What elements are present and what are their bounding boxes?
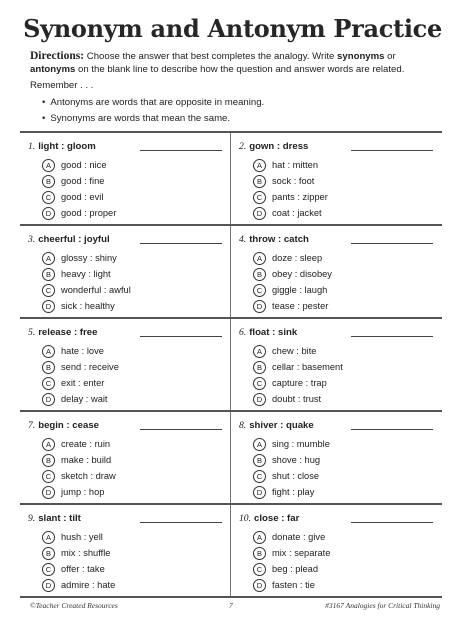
option-text: delay : wait: [61, 394, 108, 404]
answer-option[interactable]: [253, 250, 322, 266]
question-prompt: [28, 513, 81, 524]
question-prompt: [28, 327, 97, 338]
option-text: fight : play: [272, 487, 315, 497]
question-row: [20, 226, 442, 319]
option-letter-bubble[interactable]: C: [42, 191, 55, 204]
answer-option[interactable]: [42, 468, 116, 484]
question-number: 1.: [28, 141, 36, 152]
answer-option[interactable]: [253, 205, 322, 221]
answer-blank-line[interactable]: [140, 429, 222, 430]
option-letter-bubble[interactable]: B: [42, 361, 55, 374]
rule-synonyms: • Synonyms are words that mean the same.: [42, 111, 264, 127]
question-word-pair: begin : cease: [38, 420, 99, 431]
option-letter-bubble[interactable]: C: [253, 191, 266, 204]
question-10: [231, 505, 441, 596]
question-number: 10.: [239, 513, 251, 524]
option-letter-bubble[interactable]: C: [253, 284, 266, 297]
question-number: 7.: [28, 420, 36, 431]
rules-list: [42, 95, 264, 127]
option-text: sketch : draw: [61, 471, 116, 481]
option-text: tease : pester: [272, 301, 329, 311]
question-prompt: [28, 234, 110, 245]
answer-option[interactable]: [253, 189, 328, 205]
option-letter-bubble[interactable]: D: [42, 300, 55, 313]
answer-blank-line[interactable]: [351, 243, 433, 244]
answer-option[interactable]: [42, 484, 104, 500]
option-text: fasten : tie: [272, 580, 315, 590]
option-text: glossy : shiny: [61, 253, 117, 263]
option-text: hate : love: [61, 346, 104, 356]
answer-option[interactable]: [42, 173, 104, 189]
directions-text-or: or: [384, 51, 396, 62]
question-word-pair: release : free: [38, 327, 98, 338]
question-word-pair: float : sink: [249, 327, 298, 338]
question-number: 8.: [239, 420, 247, 431]
option-text: heavy : light: [61, 269, 111, 279]
question-9: [20, 505, 230, 596]
option-text: good : evil: [61, 192, 104, 202]
option-letter-bubble[interactable]: A: [42, 345, 55, 358]
option-letter-bubble[interactable]: D: [253, 486, 266, 499]
question-row: [20, 412, 442, 505]
option-letter-bubble[interactable]: A: [253, 531, 266, 544]
answer-option[interactable]: [42, 266, 111, 282]
directions-label: Directions:: [30, 50, 85, 62]
answer-option[interactable]: [42, 436, 110, 452]
question-row: [20, 505, 442, 598]
answer-option[interactable]: [253, 561, 318, 577]
option-text: admire : hate: [61, 580, 116, 590]
option-text: obey : disobey: [272, 269, 332, 279]
answer-option[interactable]: [42, 205, 116, 221]
option-letter-bubble[interactable]: B: [253, 547, 266, 560]
answer-option[interactable]: [253, 484, 314, 500]
answer-option[interactable]: [253, 375, 327, 391]
answer-option[interactable]: [253, 391, 321, 407]
answer-option[interactable]: [253, 529, 325, 545]
answer-option[interactable]: [253, 359, 343, 375]
question-3: [20, 226, 230, 317]
footer-page-number: 7: [229, 601, 233, 610]
option-text: chew : bite: [272, 346, 317, 356]
question-row: [20, 133, 442, 226]
answer-option[interactable]: [253, 577, 315, 593]
question-number: 2.: [239, 141, 247, 152]
option-text: capture : trap: [272, 378, 327, 388]
question-number: 9.: [28, 513, 36, 524]
option-text: sing : mumble: [272, 439, 330, 449]
answer-blank-line[interactable]: [351, 429, 433, 430]
question-prompt: [239, 234, 309, 245]
question-word-pair: cheerful : joyful: [38, 234, 110, 245]
answer-option[interactable]: [42, 250, 117, 266]
option-text: cellar : basement: [272, 362, 343, 372]
option-letter-bubble[interactable]: C: [42, 284, 55, 297]
remember-heading: Remember . . .: [30, 80, 94, 91]
question-prompt: [28, 420, 99, 431]
answer-option[interactable]: [42, 189, 103, 205]
option-letter-bubble[interactable]: D: [253, 393, 266, 406]
answer-option[interactable]: [42, 298, 115, 314]
question-number: 4.: [239, 234, 247, 245]
option-letter-bubble[interactable]: C: [253, 563, 266, 576]
option-letter-bubble[interactable]: C: [42, 563, 55, 576]
question-word-pair: gown : dress: [249, 141, 309, 152]
option-text: wonderful : awful: [61, 285, 131, 295]
option-text: coat : jacket: [272, 208, 322, 218]
option-text: giggle : laugh: [272, 285, 328, 295]
option-letter-bubble[interactable]: B: [42, 268, 55, 281]
option-letter-bubble[interactable]: A: [253, 159, 266, 172]
option-text: good : fine: [61, 176, 105, 186]
question-word-pair: light : gloom: [38, 141, 96, 152]
option-text: beg : plead: [272, 564, 319, 574]
option-text: hush : yell: [61, 532, 103, 542]
option-text: make : build: [61, 455, 112, 465]
option-text: shut : close: [272, 471, 320, 481]
answer-blank-line[interactable]: [351, 336, 433, 337]
answer-blank-line[interactable]: [140, 243, 222, 244]
answer-option[interactable]: [253, 545, 330, 561]
question-word-pair: slant : tilt: [38, 513, 81, 524]
question-word-pair: shiver : quake: [249, 420, 314, 431]
answer-blank-line[interactable]: [140, 522, 222, 523]
answer-option[interactable]: [253, 343, 316, 359]
question-6: [231, 319, 441, 410]
directions-text-a: Choose the answer that best completes the analogy. Write: [84, 51, 338, 62]
option-letter-bubble[interactable]: D: [42, 393, 55, 406]
question-row: [20, 319, 442, 412]
option-letter-bubble[interactable]: B: [253, 361, 266, 374]
option-text: sick : healthy: [61, 301, 115, 311]
answer-option[interactable]: [253, 173, 314, 189]
question-number: 3.: [28, 234, 36, 245]
option-letter-bubble[interactable]: B: [42, 454, 55, 467]
answer-option[interactable]: [42, 561, 105, 577]
answer-option[interactable]: [42, 391, 108, 407]
footer-copyright: ©Teacher Created Resources: [30, 601, 118, 610]
answer-option[interactable]: [42, 529, 103, 545]
option-letter-bubble[interactable]: D: [253, 207, 266, 220]
question-7: [20, 412, 230, 503]
question-word-pair: close : far: [254, 513, 300, 524]
option-text: sock : foot: [272, 176, 315, 186]
question-word-pair: throw : catch: [249, 234, 309, 245]
question-4: [231, 226, 441, 317]
option-text: hat : mitten: [272, 160, 318, 170]
answer-option[interactable]: [42, 452, 111, 468]
option-letter-bubble[interactable]: C: [253, 377, 266, 390]
option-text: mix : shuffle: [61, 548, 111, 558]
question-2: [231, 133, 441, 224]
answer-option[interactable]: [42, 343, 104, 359]
answer-option[interactable]: [253, 298, 328, 314]
option-letter-bubble[interactable]: B: [42, 175, 55, 188]
page-title: Synonym and Antonym Practice: [23, 14, 442, 43]
question-8: [231, 412, 441, 503]
answer-blank-line[interactable]: [351, 522, 433, 523]
answer-option[interactable]: [253, 282, 327, 298]
option-text: offer : take: [61, 564, 105, 574]
questions-grid: [20, 131, 442, 597]
option-letter-bubble[interactable]: D: [42, 579, 55, 592]
option-text: good : nice: [61, 160, 107, 170]
answer-option[interactable]: [253, 468, 319, 484]
option-text: good : proper: [61, 208, 117, 218]
directions-synonyms-word: synonyms: [337, 51, 385, 62]
option-letter-bubble[interactable]: B: [253, 175, 266, 188]
answer-blank-line[interactable]: [351, 150, 433, 151]
answer-option[interactable]: [42, 545, 110, 561]
option-letter-bubble[interactable]: A: [253, 345, 266, 358]
answer-option[interactable]: [253, 266, 332, 282]
option-letter-bubble[interactable]: A: [253, 438, 266, 451]
question-prompt: [239, 513, 299, 524]
option-text: pants : zipper: [272, 192, 328, 202]
option-letter-bubble[interactable]: B: [253, 454, 266, 467]
option-text: create : ruin: [61, 439, 111, 449]
answer-option[interactable]: [42, 375, 104, 391]
answer-option[interactable]: [253, 452, 320, 468]
option-text: shove : hug: [272, 455, 321, 465]
question-1: [20, 133, 230, 224]
answer-option[interactable]: [42, 157, 107, 173]
option-letter-bubble[interactable]: A: [253, 252, 266, 265]
answer-option[interactable]: [253, 157, 318, 173]
option-letter-bubble[interactable]: A: [42, 252, 55, 265]
option-letter-bubble[interactable]: A: [42, 159, 55, 172]
question-number: 6.: [239, 327, 247, 338]
option-letter-bubble[interactable]: D: [253, 579, 266, 592]
option-letter-bubble[interactable]: D: [42, 207, 55, 220]
answer-option[interactable]: [253, 436, 330, 452]
option-text: mix : separate: [272, 548, 331, 558]
answer-blank-line[interactable]: [140, 336, 222, 337]
footer-book-title: #3167 Analogies for Critical Thinking: [325, 601, 440, 610]
option-text: donate : give: [272, 532, 326, 542]
question-prompt: [239, 420, 314, 431]
option-letter-bubble[interactable]: B: [42, 547, 55, 560]
rule-antonyms: • Antonyms are words that are opposite in meaning.: [42, 95, 264, 111]
answer-blank-line[interactable]: [140, 150, 222, 151]
directions: [30, 50, 440, 76]
option-letter-bubble[interactable]: C: [253, 470, 266, 483]
question-number: 5.: [28, 327, 36, 338]
option-text: doubt : trust: [272, 394, 322, 404]
option-letter-bubble[interactable]: C: [42, 470, 55, 483]
directions-text-b: on the blank line to describe how the question and answer words are related.: [75, 64, 405, 75]
option-letter-bubble[interactable]: A: [42, 438, 55, 451]
option-text: doze : sleep: [272, 253, 323, 263]
option-text: send : receive: [61, 362, 119, 372]
option-letter-bubble[interactable]: C: [42, 377, 55, 390]
directions-antonyms-word: antonyms: [30, 64, 76, 75]
answer-option[interactable]: [42, 577, 115, 593]
option-letter-bubble[interactable]: A: [42, 531, 55, 544]
answer-option[interactable]: [42, 282, 131, 298]
option-text: jump : hop: [61, 487, 105, 497]
option-letter-bubble[interactable]: B: [253, 268, 266, 281]
option-letter-bubble[interactable]: D: [42, 486, 55, 499]
option-letter-bubble[interactable]: D: [253, 300, 266, 313]
option-text: exit : enter: [61, 378, 105, 388]
question-prompt: [239, 141, 308, 152]
question-prompt: [28, 141, 96, 152]
question-prompt: [239, 327, 297, 338]
answer-option[interactable]: [42, 359, 119, 375]
question-5: [20, 319, 230, 410]
